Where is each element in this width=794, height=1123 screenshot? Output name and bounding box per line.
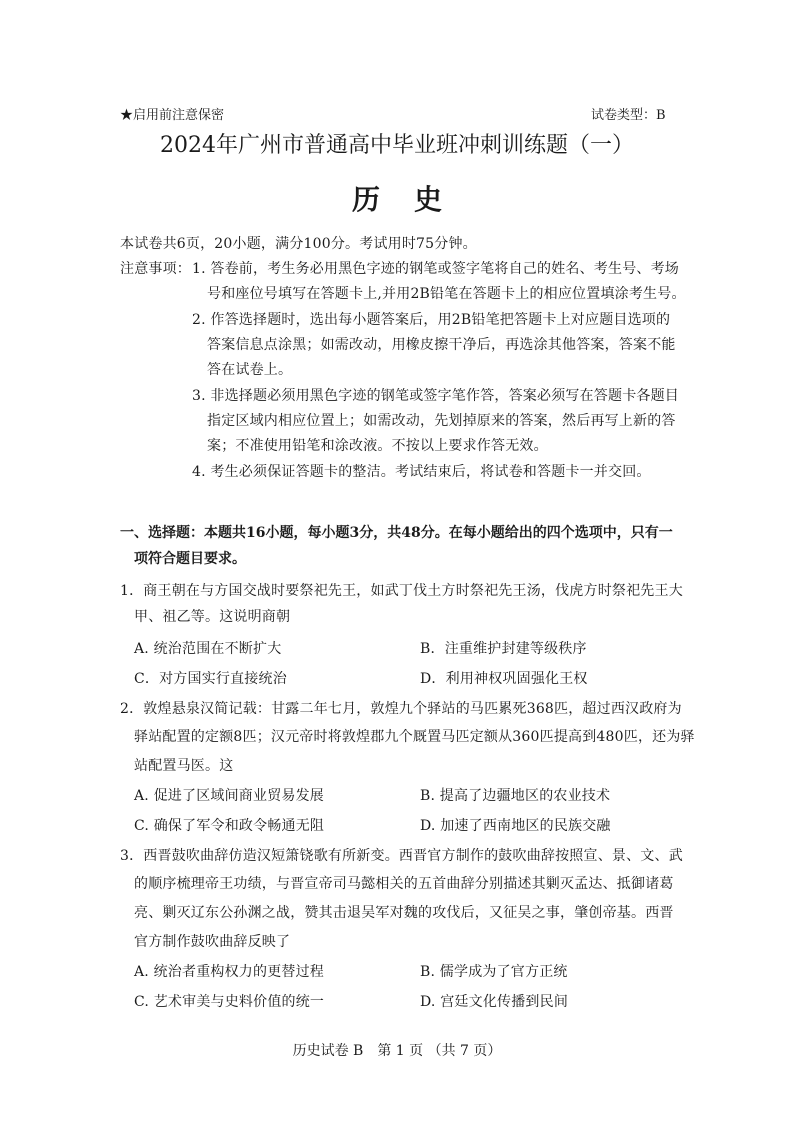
q1-stem-line-1: 1．商王朝在与方国交战时要祭祀先王，如武丁伐土方时祭祀先王汤，伐虎方时祭祀先王大: [120, 583, 683, 599]
q2-stem-line-1: 2．敦煌悬泉汉简记载：甘露二年七月，敦煌九个驿站的马匹累死368匹，超过西汉政府为: [120, 701, 682, 717]
q1-option-d: D．利用神权巩固强化王权: [420, 671, 588, 687]
q2-option-c: C. 确保了军令和政令畅通无阻: [134, 818, 325, 834]
page-footer: 历史试卷 B 第 1 页 （共 7 页）: [292, 1043, 502, 1059]
notice-1-line-1: 1. 答卷前，考生务必用黑色字迹的钢笔或签字笔将自己的姓名、考生号、考场: [192, 261, 680, 277]
notices-label: 注意事项：: [120, 261, 191, 277]
section-1-heading-cont: 项符合题目要求。: [134, 551, 246, 567]
q3-option-c: C. 艺术审美与史料价值的统一: [134, 994, 325, 1010]
q2-stem-line-3: 站配置马医。这: [134, 758, 234, 774]
q3-stem-line-4: 官方制作鼓吹曲辞反映了: [134, 934, 291, 950]
notice-3-line-1: 3. 非选择题必须用黑色字迹的钢笔或签字笔作答，答案必须写在答题卡各题目: [192, 388, 680, 404]
intro-text: 本试卷共6页，20小题，满分100分。考试用时75分钟。: [120, 236, 477, 252]
notice-2-line-3: 答在试卷上。: [207, 362, 293, 378]
q3-stem-line-2: 的顺序梳理帝王功绩，与晋宣帝司马懿相关的五首曲辞分别描述其剿灭孟达、抵御诸葛: [134, 876, 674, 892]
q2-option-b: B. 提高了边疆地区的农业技术: [420, 788, 611, 804]
q1-option-b: B．注重维护封建等级秩序: [420, 641, 587, 657]
q3-option-a: A. 统治者重构权力的更替过程: [134, 964, 325, 980]
q3-stem-line-3: 亮、剿灭辽东公孙渊之战，赞其击退吴军对魏的攻伐后，又征吴之事，肇创帝基。西晋: [134, 905, 674, 921]
section-1-heading: 一、选择题：本题共16小题，每小题3分，共48分。在每小题给出的四个选项中，只有一: [120, 525, 673, 541]
q2-option-a: A. 促进了区域间商业贸易发展: [134, 788, 325, 804]
notice-4-line-1: 4. 考生必须保证答题卡的整洁。考试结束后，将试卷和答题卡一并交回。: [192, 464, 651, 480]
notice-1-line-2: 号和座位号填写在答题卡上,并用2B铅笔在答题卡上的相应位置填涂考生号。: [207, 286, 686, 302]
q1-stem-line-2: 甲、祖乙等。这说明商朝: [134, 609, 291, 625]
q3-stem-line-1: 3．西晋鼓吹曲辞仿造汉短箫铙歌有所新变。西晋官方制作的鼓吹曲辞按照宣、景、文、武: [120, 848, 683, 864]
paper-type: 试卷类型：B: [591, 108, 666, 123]
q2-stem-line-2: 驿站配置的定额8匹；汉元帝时将敦煌郡九个厩置马匹定额从360匹提高到480匹，还为驿: [134, 729, 695, 745]
q3-option-b: B. 儒学成为了官方正统: [420, 964, 568, 980]
subject-title: 历史: [351, 183, 476, 216]
confidential-mark: ★启用前注意保密: [120, 108, 225, 123]
exam-title: 2024年广州市普通高中毕业班冲刺训练题（一）: [160, 133, 634, 158]
notice-3-line-3: 案；不准使用铅笔和涂改液。不按以上要求作答无效。: [207, 438, 548, 454]
q1-option-a: A. 统治范围在不断扩大: [134, 641, 282, 657]
q1-option-c: C．对方国实行直接统治: [134, 671, 287, 687]
q2-option-d: D. 加速了西南地区的民族交融: [420, 818, 611, 834]
notice-3-line-2: 指定区域内相应位置上；如需改动，先划掉原来的答案，然后再写上新的答: [207, 413, 676, 429]
notice-2-line-1: 2. 作答选择题时，选出每小题答案后，用2B铅笔把答题卡上对应题目选项的: [192, 312, 671, 328]
notice-2-line-2: 答案信息点涂黑；如需改动，用橡皮擦干净后，再选涂其他答案，答案不能: [207, 337, 676, 353]
q3-option-d: D. 宫廷文化传播到民间: [420, 994, 569, 1010]
